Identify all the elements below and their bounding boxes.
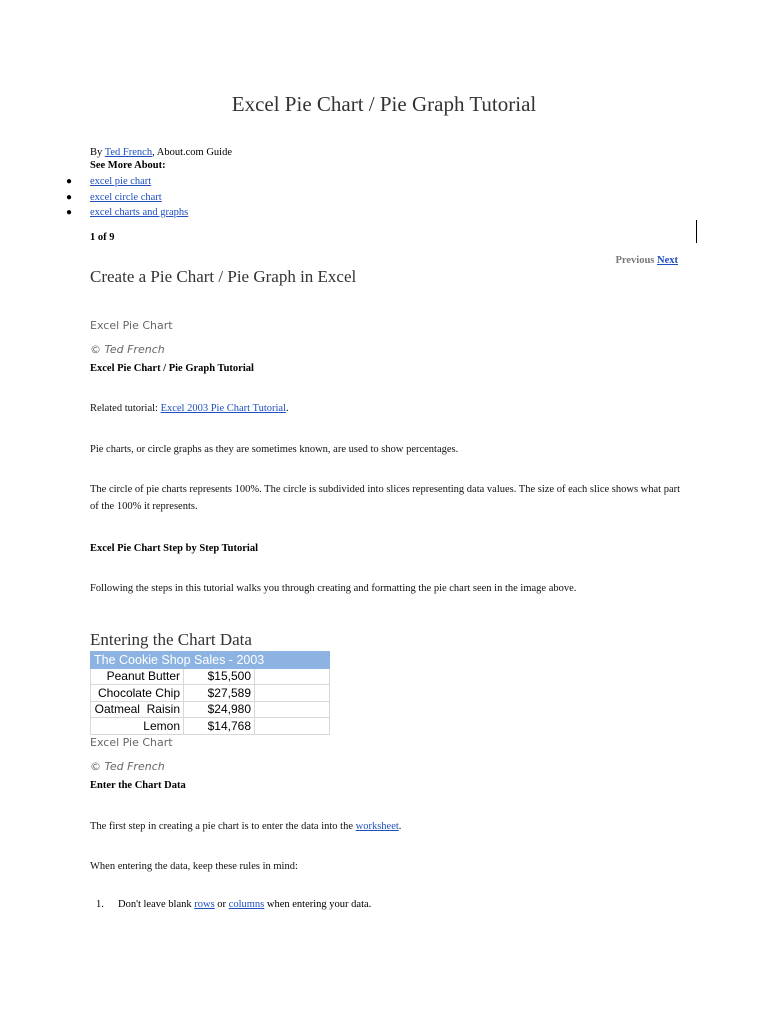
- related-tutorial: [90, 400, 690, 417]
- link-excel-circle-chart[interactable]: excel circle chart: [90, 191, 162, 203]
- list-item: [90, 899, 371, 910]
- rule-mid: or: [214, 899, 229, 910]
- row-value: $14,768: [184, 718, 255, 735]
- row-value: $27,589: [184, 685, 255, 702]
- image-caption: Excel Pie Chart / Pie Graph Tutorial: [90, 363, 254, 374]
- link-excel-pie-chart[interactable]: excel pie chart: [90, 176, 152, 187]
- section-heading: Create a Pie Chart / Pie Graph in Excel: [90, 267, 357, 286]
- row-name: Oatmeal Raisin: [91, 701, 184, 718]
- table-header: The Cookie Shop Sales - 2003: [91, 652, 330, 669]
- table-row: [91, 718, 330, 735]
- rules-list: [90, 899, 371, 910]
- row-value: $15,500: [184, 668, 255, 685]
- row-name: Lemon: [91, 718, 184, 735]
- empty-cell: [255, 668, 330, 685]
- table-row: [91, 685, 330, 702]
- related-suffix: .: [285, 403, 289, 414]
- first-step-prefix: The first step in creating a pie chart is to enter the data into the: [90, 821, 356, 832]
- related-tutorial-link[interactable]: Excel 2003 Pie Chart Tutorial: [160, 403, 286, 414]
- byline-rest: , About.com Guide: [152, 147, 232, 158]
- next-link[interactable]: Next: [657, 255, 678, 266]
- related-prefix: Related tutorial:: [90, 403, 161, 414]
- table-row: [91, 701, 330, 718]
- rows-link[interactable]: rows: [194, 899, 215, 910]
- section-heading-chart-data: Entering the Chart Data: [90, 630, 252, 649]
- rule-prefix: Don't leave blank: [118, 899, 195, 910]
- link-excel-charts-and-graphs[interactable]: excel charts and graphs: [90, 207, 189, 218]
- paragraph-rules-intro: When entering the data, keep these rules in mind:: [90, 861, 298, 872]
- bullet-icon: ●: [66, 207, 73, 218]
- first-step-suffix: .: [398, 821, 402, 832]
- empty-cell: [255, 685, 330, 702]
- paragraph-percentages: Pie charts, or circle graphs as they are sometimes known, are used to show percentages.: [90, 444, 459, 455]
- row-name: Chocolate Chip: [91, 685, 184, 702]
- byline: [90, 146, 232, 159]
- image-credit-2: © Ted French: [90, 760, 165, 773]
- bullet-icon: ●: [66, 191, 73, 203]
- previous-label: Previous: [615, 255, 655, 266]
- text-cursor: [696, 220, 697, 243]
- image-alt-text-2: Excel Pie Chart: [90, 736, 173, 749]
- byline-by: By: [90, 147, 105, 158]
- row-name: Peanut Butter: [91, 668, 184, 685]
- list-item: [66, 205, 188, 221]
- paragraph-steps: Following the steps in this tutorial walks you through creating and formatting the pie chart seen in the image above.: [90, 583, 577, 594]
- image-caption-2: Enter the Chart Data: [90, 780, 186, 791]
- image-credit: © Ted French: [90, 343, 165, 356]
- table-header-row: [91, 652, 330, 669]
- columns-link[interactable]: columns: [228, 899, 265, 910]
- bullet-icon: ●: [66, 176, 73, 187]
- list-item: [66, 190, 188, 206]
- worksheet-link[interactable]: worksheet: [355, 821, 399, 832]
- pagination: [615, 255, 678, 266]
- page-count: 1 of 9: [90, 232, 115, 243]
- rule-suffix: when entering your data.: [264, 899, 372, 910]
- see-more-label: See More About:: [90, 160, 166, 171]
- step-heading: Excel Pie Chart Step by Step Tutorial: [90, 543, 259, 554]
- empty-cell: [255, 701, 330, 718]
- list-number: 1.: [96, 899, 104, 910]
- table-row: [91, 668, 330, 685]
- page-title: Excel Pie Chart / Pie Graph Tutorial: [231, 92, 537, 116]
- paragraph-circle: The circle of pie charts represents 100%. The circle is subdivided into slices representing data values. The size of each slice shows what part of the 100% it represents.: [90, 484, 681, 512]
- empty-cell: [255, 718, 330, 735]
- image-alt-text: Excel Pie Chart: [90, 319, 173, 332]
- author-link[interactable]: Ted French: [104, 147, 153, 158]
- list-item: [66, 174, 188, 190]
- paragraph-first-step: [90, 818, 690, 835]
- see-more-list: [66, 174, 188, 221]
- cookie-sales-table: [90, 651, 330, 735]
- row-value: $24,980: [184, 701, 255, 718]
